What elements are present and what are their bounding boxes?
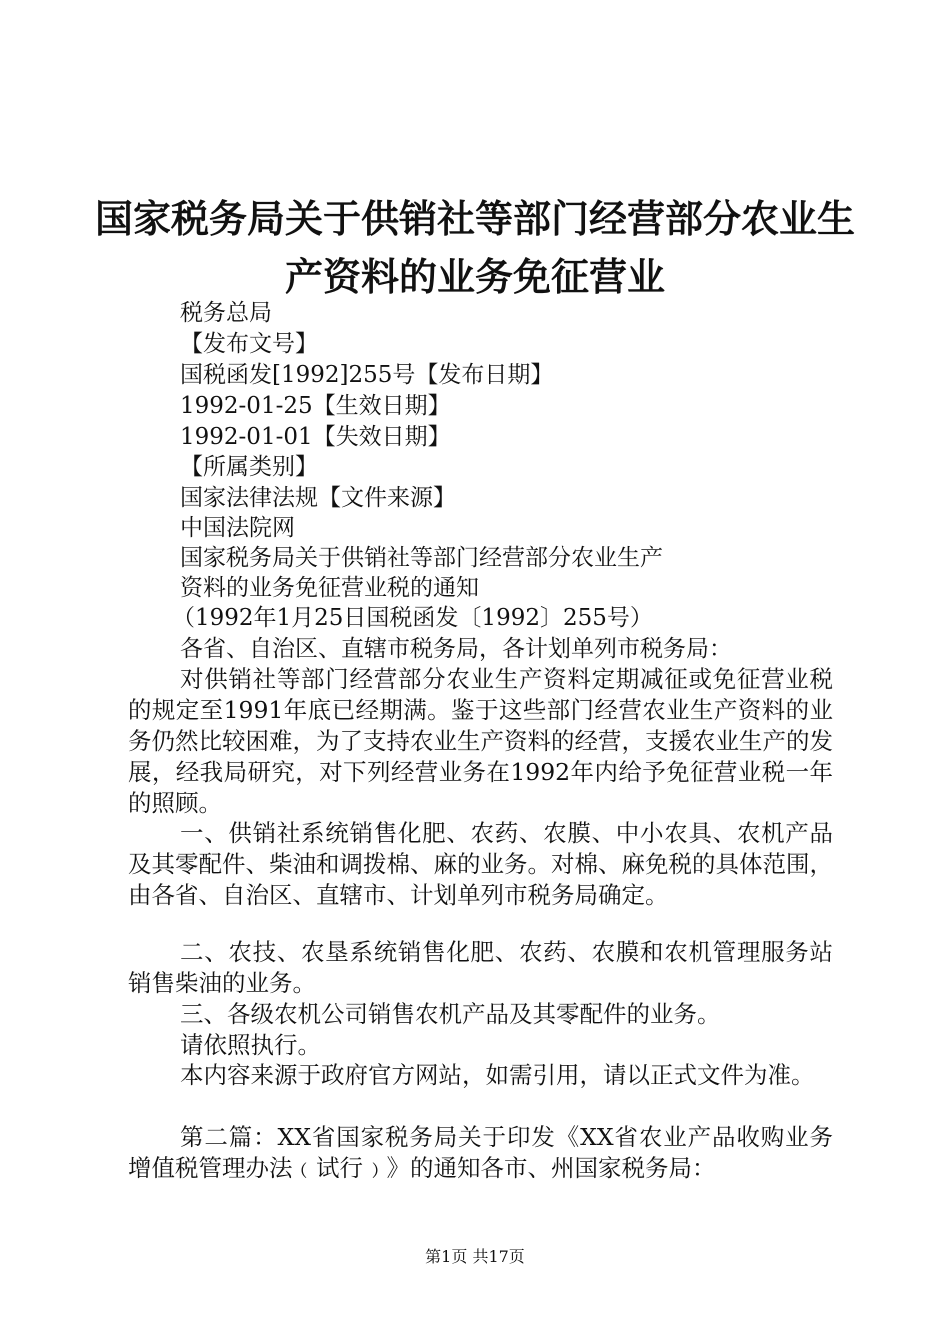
body-paragraph-item-2: 二、农技、农垦系统销售化肥、农药、农膜和农机管理服务站销售柴油的业务。 (128, 938, 833, 997)
document-title-line-1: 国家税务局关于供销社等部门经营部分农业生 (94, 197, 855, 241)
body-paragraph-item-3: 三、各级农机公司销售农机产品及其零配件的业务。 (180, 1000, 721, 1028)
publish-date-line: 1992-01-25【生效日期】 (180, 393, 451, 419)
notice-title-line-2: 资料的业务免征营业税的通知 (180, 575, 479, 601)
body-paragraph-item-1: 一、供销社系统销售化肥、农药、农膜、中小农具、农机产品及其零配件、柴油和调拨棉、麻的业务。对棉、麻免税的具体范围，由各省、自治区、直辖市、计划单列市税务局确定。 (128, 819, 833, 909)
body-paragraph-intro: 对供销社等部门经营部分农业生产资料定期减征或免征营业税的规定至1991年底已经期满。鉴于这些部门经营农业生产资料的业务仍然比较困难，为了支持农业生产资料的经营，支援农业生产的发展，经我局研究，对下列经营业务在1992年内给予免征营业税一年的照顾。 (128, 665, 833, 817)
page-number-footer: 第1页 共17页 (425, 1247, 525, 1266)
issuer-line: 税务总局 (180, 300, 272, 326)
category-label: 【所属类别】 (180, 454, 318, 480)
effective-date-line: 1992-01-01【失效日期】 (180, 424, 451, 450)
category-line: 国家法律法规【文件来源】 (180, 485, 456, 511)
document-title-line-2: 产资料的业务免征营业 (284, 255, 665, 299)
body-paragraph-source-note: 本内容来源于政府官方网站，如需引用，请以正式文件为准。 (180, 1061, 815, 1089)
body-paragraph-second-part: 第二篇：XX省国家税务局关于印发《XX省农业产品收购业务增值税管理办法﹙试行﹚》的通知各市、州国家税务局： (128, 1123, 833, 1182)
notice-date-line: （1992年1月25日国税函发〔1992〕255号） (172, 605, 653, 631)
body-paragraph-closing: 请依照执行。 (180, 1031, 321, 1059)
addressee-line: 各省、自治区、直辖市税务局，各计划单列市税务局： (180, 636, 732, 662)
notice-title-line-1: 国家税务局关于供销社等部门经营部分农业生产 (180, 545, 663, 571)
doc-number-line: 国税函发[1992]255号【发布日期】 (180, 362, 554, 388)
source-line: 中国法院网 (180, 515, 295, 541)
doc-number-label: 【发布文号】 (180, 331, 318, 357)
